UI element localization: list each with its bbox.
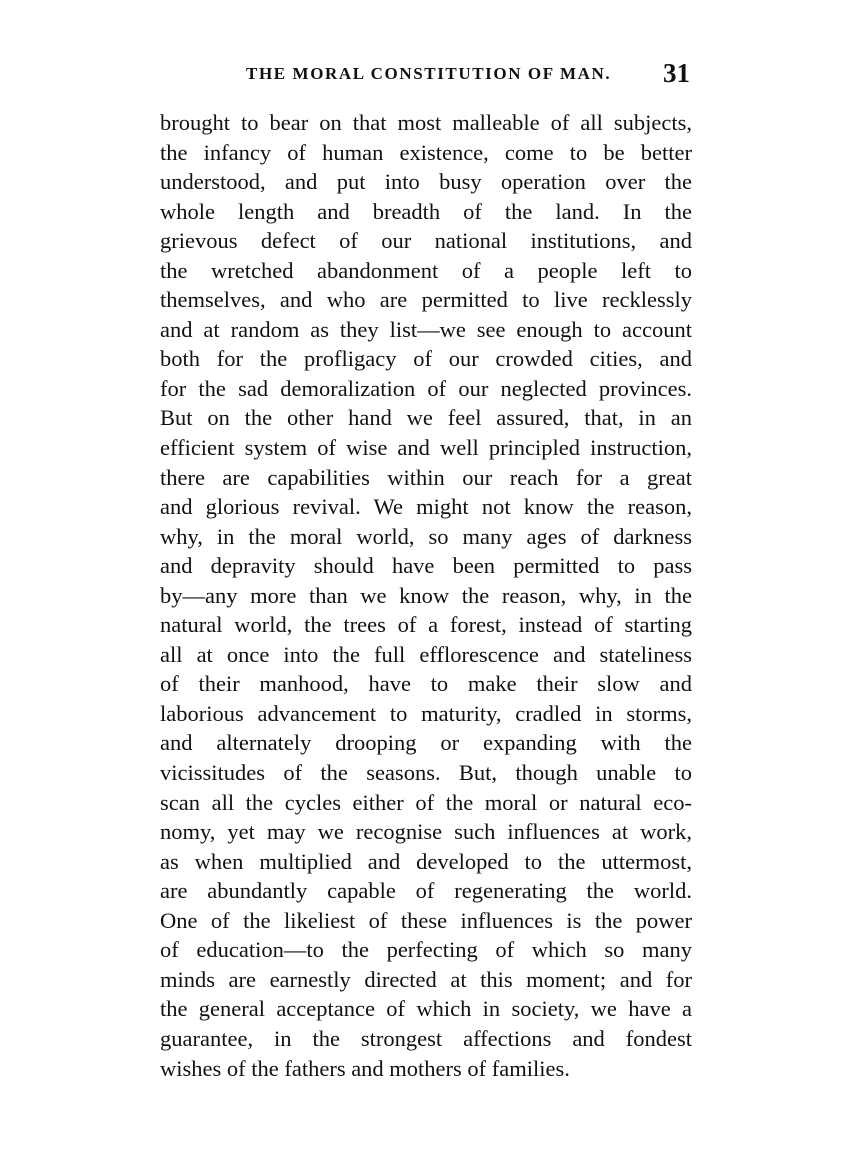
text-line: all at once into the full efflorescence and stateliness — [160, 641, 692, 667]
text-line: the infancy of human existence, come to be better — [160, 139, 692, 165]
text-line: minds are earnestly directed at this moment; and for — [160, 966, 692, 992]
text-line: themselves, and who are permitted to live recklessly — [160, 287, 692, 313]
text-line: and glorious revival. We might not know the reason, — [160, 494, 692, 520]
text-line: of education—to the perfecting of which so many — [160, 937, 692, 963]
text-line: efficient system of wise and well principled instruction, — [160, 435, 692, 461]
text-line: nomy, yet may we recognise such influences at work, — [160, 819, 692, 845]
body-paragraph — [160, 108, 692, 1083]
text-line: of their manhood, have to make their slow and — [160, 671, 692, 697]
running-title: THE MORAL CONSTITUTION OF MAN. — [246, 64, 612, 83]
text-line: vicissitudes of the seasons. But, though unable to — [160, 760, 692, 786]
text-line: natural world, the trees of a forest, instead of starting — [160, 612, 692, 638]
text-line: by—any more than we know the reason, why, in the — [160, 582, 692, 608]
text-line: brought to bear on that most malleable of all subjects, — [160, 110, 692, 135]
text-line: there are capabilities within our reach for a great — [160, 464, 692, 490]
text-line: scan all the cycles either of the moral or natural eco- — [160, 789, 692, 815]
page-number: 31 — [663, 58, 690, 88]
text-line: guarantee, in the strongest affections and fondest — [160, 1025, 692, 1051]
text-line: both for the profligacy of our crowded cities, and — [160, 346, 692, 372]
text-line: and depravity should have been permitted to pass — [160, 553, 692, 579]
running-header — [160, 58, 690, 92]
text-line: grievous defect of our national institutions, and — [160, 228, 692, 254]
text-line: One of the likeliest of these influences is the power — [160, 907, 692, 933]
text-line: and alternately drooping or expanding with the — [160, 730, 692, 756]
text-line: understood, and put into busy operation over the — [160, 169, 692, 195]
text-line: for the sad demoralization of our neglected provinces. — [160, 375, 692, 401]
text-line: are abundantly capable of regenerating the world. — [160, 878, 692, 904]
text-line: the general acceptance of which in society, we have a — [160, 996, 692, 1022]
text-line: But on the other hand we feel assured, that, in an — [160, 405, 692, 431]
text-line: why, in the moral world, so many ages of darkness — [160, 523, 692, 549]
text-line: and at random as they list—we see enough to account — [160, 316, 692, 342]
text-line: as when multiplied and developed to the uttermost, — [160, 848, 692, 874]
text-line: the wretched abandonment of a people left to — [160, 257, 692, 283]
text-line: whole length and breadth of the land. In the — [160, 198, 692, 224]
text-line: wishes of the fathers and mothers of families. — [160, 1055, 570, 1081]
text-line: laborious advancement to maturity, cradled in storms, — [160, 700, 692, 726]
